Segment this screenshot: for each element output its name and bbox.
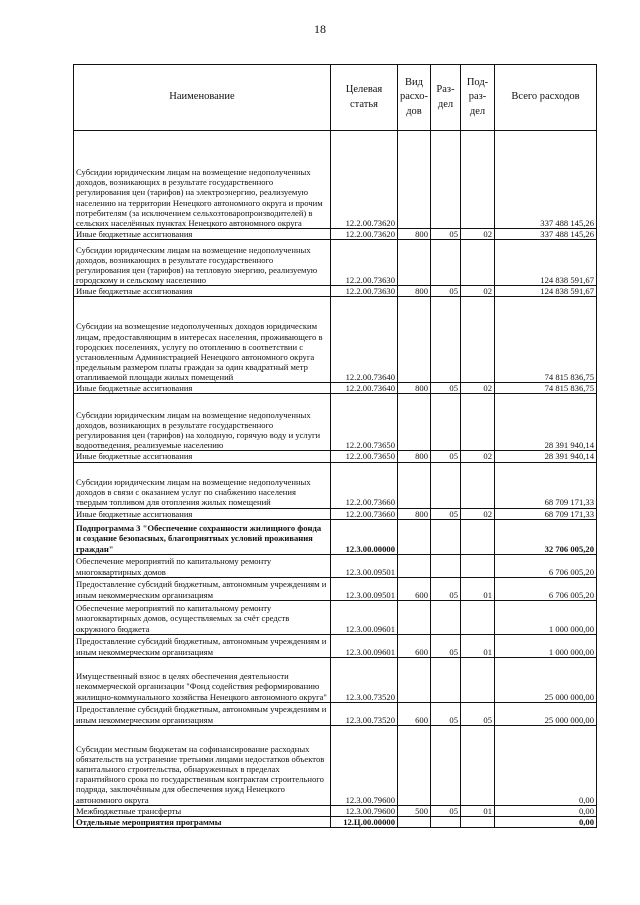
row-total: 337 488 145,26 — [495, 131, 597, 229]
table-row — [74, 451, 597, 462]
row-target-code: 12.2.00.73640 — [331, 297, 398, 383]
row-total: 68 709 171,33 — [495, 508, 597, 519]
row-expense-type: 800 — [398, 383, 431, 394]
row-expense-type — [398, 131, 431, 229]
row-total: 74 815 836,75 — [495, 297, 597, 383]
row-subsection — [461, 519, 495, 554]
table-row — [74, 657, 597, 702]
row-section — [431, 297, 461, 383]
row-subsection — [461, 657, 495, 702]
row-expense-type — [398, 600, 431, 634]
row-expense-type — [398, 394, 431, 451]
row-subsection: 02 — [461, 451, 495, 462]
table-row — [74, 805, 597, 816]
row-expense-type — [398, 816, 431, 827]
header-section: Раз- дел — [431, 65, 461, 131]
row-section — [431, 394, 461, 451]
row-name: Межбюджетные трансферты — [74, 805, 331, 816]
page-number: 18 — [314, 22, 326, 36]
header-name: Наименование — [74, 65, 331, 131]
row-expense-type: 800 — [398, 508, 431, 519]
row-section: 05 — [431, 229, 461, 240]
row-name: Субсидии юридическим лицам на возмещение недополученных доходов в связи с оказанием услуг по снабжению населения твердым топливом для отопления жилых помещений — [74, 462, 331, 508]
table-row — [74, 702, 597, 725]
row-subsection — [461, 297, 495, 383]
table-row — [74, 229, 597, 240]
row-name: Имущественный взнос в целях обеспечения деятельности некоммерческой организации "Фонд содействия реформированию жилищно-коммунального хозяйства Ненецкого автономного округа" — [74, 657, 331, 702]
table-row — [74, 462, 597, 508]
row-section — [431, 554, 461, 577]
row-total: 28 391 940,14 — [495, 451, 597, 462]
header-type: Вид расхо- дов — [398, 65, 431, 131]
row-target-code: 12.3.00.09601 — [331, 600, 398, 634]
row-section — [431, 462, 461, 508]
row-subsection — [461, 554, 495, 577]
header-subsection: Под- раз- дел — [461, 65, 495, 131]
row-expense-type: 500 — [398, 805, 431, 816]
row-subsection: 02 — [461, 383, 495, 394]
budget-table — [73, 64, 597, 828]
row-expense-type — [398, 554, 431, 577]
row-section — [431, 657, 461, 702]
row-name: Предоставление субсидий бюджетным, автономным учреждениям и иным некоммерческим организациям — [74, 702, 331, 725]
row-name: Субсидии юридическим лицам на возмещение недополученных доходов, возникающих в результате государственного регулирования цен (тарифов) на холодную, горячую воду и услуги водоотведения, реализуемые населению — [74, 394, 331, 451]
table-row — [74, 816, 597, 827]
table-row — [74, 725, 597, 805]
row-expense-type — [398, 462, 431, 508]
row-name: Обеспечение мероприятий по капитальному ремонту многоквартирных домов, осуществляемых за счёт средств окружного бюджета — [74, 600, 331, 634]
row-subsection: 02 — [461, 229, 495, 240]
row-name: Субсидии на возмещение недополученных доходов юридическим лицам, предоставляющим в интересах населения, проживающего в городских поселениях, услугу по отоплению в соответствии с установленным Администрацией Ненецкого автономного округа предельным размером платы граждан за один квадратный метр отапливаемой площади жилых помещений — [74, 297, 331, 383]
row-section — [431, 600, 461, 634]
row-target-code: 12.3.00.73520 — [331, 657, 398, 702]
row-name: Субсидии юридическим лицам на возмещение недополученных доходов, возникающих в результате государственного регулирования цен (тарифов) на тепловую энергию, реализуемую городскому и сельскому населению — [74, 240, 331, 286]
row-total: 32 706 005,20 — [495, 519, 597, 554]
row-total: 28 391 940,14 — [495, 394, 597, 451]
row-expense-type — [398, 297, 431, 383]
row-section: 05 — [431, 451, 461, 462]
row-name: Обеспечение мероприятий по капитальному ремонту многоквартирных домов — [74, 554, 331, 577]
row-section: 05 — [431, 286, 461, 297]
row-target-code: 12.2.00.73630 — [331, 286, 398, 297]
row-target-code: 12.2.00.73660 — [331, 462, 398, 508]
row-expense-type — [398, 519, 431, 554]
row-name: Иные бюджетные ассигнования — [74, 508, 331, 519]
row-section: 05 — [431, 805, 461, 816]
row-target-code: 12.3.00.79600 — [331, 805, 398, 816]
row-total: 1 000 000,00 — [495, 634, 597, 657]
table-row — [74, 383, 597, 394]
row-expense-type: 600 — [398, 577, 431, 600]
row-subsection — [461, 240, 495, 286]
row-target-code: 12.2.00.73640 — [331, 383, 398, 394]
row-subsection: 02 — [461, 286, 495, 297]
header-total: Всего расходов — [495, 65, 597, 131]
row-subsection: 01 — [461, 634, 495, 657]
row-total: 1 000 000,00 — [495, 600, 597, 634]
row-name: Иные бюджетные ассигнования — [74, 286, 331, 297]
row-target-code: 12.2.00.73650 — [331, 394, 398, 451]
row-target-code: 12.3.00.73520 — [331, 702, 398, 725]
table-row — [74, 286, 597, 297]
row-subsection — [461, 462, 495, 508]
table-row — [74, 240, 597, 286]
row-total: 68 709 171,33 — [495, 462, 597, 508]
row-section: 05 — [431, 577, 461, 600]
table-body — [74, 131, 597, 828]
row-target-code: 12.2.00.73630 — [331, 240, 398, 286]
row-section — [431, 519, 461, 554]
table-row — [74, 519, 597, 554]
row-total: 25 000 000,00 — [495, 657, 597, 702]
row-expense-type: 600 — [398, 702, 431, 725]
table-row — [74, 554, 597, 577]
row-target-code: 12.Ц.00.00000 — [331, 816, 398, 827]
row-name: Иные бюджетные ассигнования — [74, 229, 331, 240]
row-subsection: 02 — [461, 508, 495, 519]
row-section — [431, 816, 461, 827]
row-expense-type: 600 — [398, 634, 431, 657]
row-name: Предоставление субсидий бюджетным, автономным учреждениям и иным некоммерческим организациям — [74, 634, 331, 657]
table-row — [74, 600, 597, 634]
row-section: 05 — [431, 383, 461, 394]
row-total: 0,00 — [495, 816, 597, 827]
row-total: 6 706 005,20 — [495, 554, 597, 577]
row-name: Субсидии юридическим лицам на возмещение недополученных доходов, возникающих в результате государственного регулирования цен (тарифов) на электроэнергию, реализуемую населению на территории Ненецкого автономного округа и прочим потребителям (за исключением сельхозтоваропроизводителей) в сельских населённых пунктах Ненецкого автономного округа — [74, 131, 331, 229]
row-total: 74 815 836,75 — [495, 383, 597, 394]
row-target-code: 12.2.00.73660 — [331, 508, 398, 519]
row-name: Иные бюджетные ассигнования — [74, 451, 331, 462]
row-total: 6 706 005,20 — [495, 577, 597, 600]
row-total: 124 838 591,67 — [495, 240, 597, 286]
row-expense-type: 800 — [398, 286, 431, 297]
row-section: 05 — [431, 508, 461, 519]
row-target-code: 12.3.00.09501 — [331, 554, 398, 577]
row-name: Подпрограмма 3 "Обеспечение сохранности жилищного фонда и создание безопасных, благоприятных условий проживания граждан" — [74, 519, 331, 554]
header-target: Целевая статья — [331, 65, 398, 131]
row-section: 05 — [431, 702, 461, 725]
row-section — [431, 725, 461, 805]
row-name: Иные бюджетные ассигнования — [74, 383, 331, 394]
row-target-code: 12.2.00.73620 — [331, 131, 398, 229]
row-expense-type: 800 — [398, 229, 431, 240]
row-name: Отдельные мероприятия программы — [74, 816, 331, 827]
row-name: Субсидии местным бюджетам на софинансирование расходных обязательств на устранение третьими лицами недостатков объектов капитального строительства, обнаруженных в пределах гарантийного срока по государственным контрактам строительного подряда, заключённым для обеспечения нужд Ненецкого автономного округа — [74, 725, 331, 805]
row-subsection — [461, 131, 495, 229]
row-expense-type — [398, 240, 431, 286]
table-row — [74, 131, 597, 229]
table-header-row — [74, 65, 597, 131]
row-subsection: 01 — [461, 577, 495, 600]
row-target-code: 12.2.00.73650 — [331, 451, 398, 462]
row-total: 124 838 591,67 — [495, 286, 597, 297]
table-row — [74, 297, 597, 383]
table-row — [74, 508, 597, 519]
row-target-code: 12.2.00.73620 — [331, 229, 398, 240]
row-subsection: 01 — [461, 805, 495, 816]
row-section: 05 — [431, 634, 461, 657]
row-subsection — [461, 816, 495, 827]
row-target-code: 12.3.00.79600 — [331, 725, 398, 805]
row-section — [431, 240, 461, 286]
row-subsection — [461, 725, 495, 805]
table-row — [74, 394, 597, 451]
row-target-code: 12.3.00.00000 — [331, 519, 398, 554]
row-target-code: 12.3.00.09601 — [331, 634, 398, 657]
row-expense-type: 800 — [398, 451, 431, 462]
row-subsection: 05 — [461, 702, 495, 725]
row-total: 0,00 — [495, 805, 597, 816]
row-total: 337 488 145,26 — [495, 229, 597, 240]
row-section — [431, 131, 461, 229]
row-total: 25 000 000,00 — [495, 702, 597, 725]
row-expense-type — [398, 657, 431, 702]
row-target-code: 12.3.00.09501 — [331, 577, 398, 600]
table-row — [74, 577, 597, 600]
table-row — [74, 634, 597, 657]
row-name: Предоставление субсидий бюджетным, автономным учреждениям и иным некоммерческим организациям — [74, 577, 331, 600]
row-total: 0,00 — [495, 725, 597, 805]
row-subsection — [461, 394, 495, 451]
row-subsection — [461, 600, 495, 634]
row-expense-type — [398, 725, 431, 805]
